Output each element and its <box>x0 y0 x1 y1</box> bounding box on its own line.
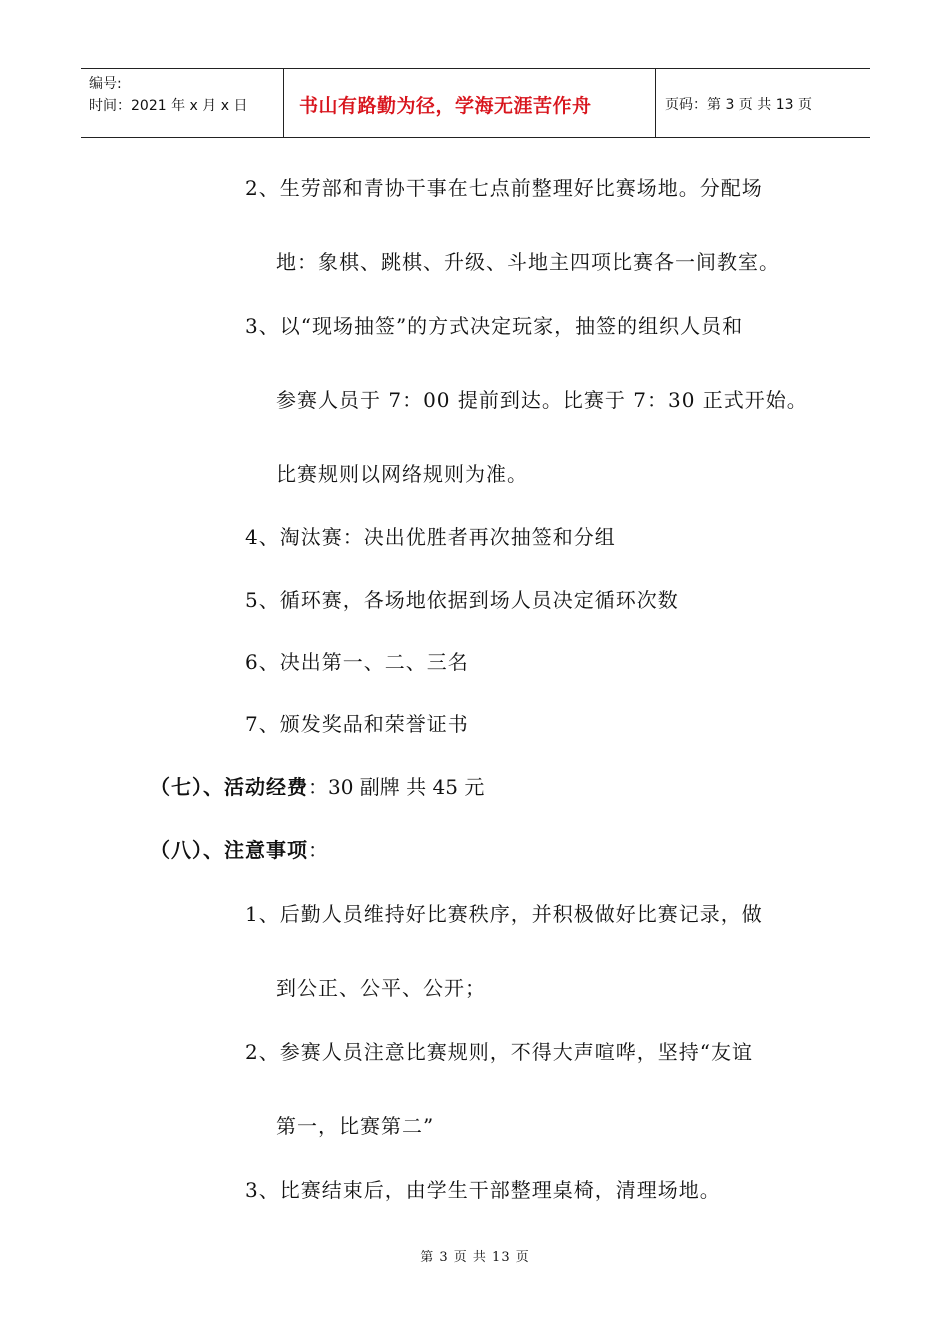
body-line: 7、颁发奖品和荣誉证书 <box>245 712 469 736</box>
body-line: 5、循环赛，各场地依据到场人员决定循环次数 <box>245 588 679 612</box>
body-line: 4、淘汰赛：决出优胜者再次抽签和分组 <box>245 525 616 549</box>
document-number-label: 编号: <box>89 76 122 92</box>
body-line: 2、参赛人员注意比赛规则，不得大声喧哗，坚持“友谊 <box>245 1040 753 1064</box>
header-page-info: 页码：第 3 页 共 13 页 <box>665 97 812 113</box>
header-motto: 书山有路勤为径，学海无涯苦作舟 <box>299 95 592 117</box>
body-line: 参赛人员于 7：00 提前到达。比赛于 7：30 正式开始。 <box>276 388 808 412</box>
page-footer: 第 3 页 共 13 页 <box>420 1250 530 1265</box>
section-heading-8 <box>150 834 328 863</box>
body-line: 3、以“现场抽签”的方式决定玩家，抽签的组织人员和 <box>245 314 744 338</box>
body-line: 比赛规则以网络规则为准。 <box>276 462 528 486</box>
header-divider <box>655 69 656 137</box>
section-heading-7 <box>150 771 484 800</box>
page-header <box>81 68 870 138</box>
body-line: 地：象棋、跳棋、升级、斗地主四项比赛各一间教室。 <box>276 250 780 274</box>
body-line: 3、比赛结束后，由学生干部整理桌椅，清理场地。 <box>245 1178 721 1202</box>
body-line: 第一，比赛第二” <box>276 1114 435 1138</box>
section-title: （八）、注意事项 <box>150 838 308 862</box>
body-line: 2、生劳部和青协干事在七点前整理好比赛场地。分配场 <box>245 176 763 200</box>
section-text: ：30 副牌 共 45 元 <box>308 775 485 799</box>
body-line: 到公正、公平、公开； <box>276 976 486 1000</box>
section-text: ： <box>308 838 328 862</box>
header-meta <box>89 73 247 117</box>
document-date: 时间：2021 年 x 月 x 日 <box>89 98 248 114</box>
header-divider <box>283 69 284 137</box>
section-title: （七）、活动经费 <box>150 775 308 799</box>
body-line: 6、决出第一、二、三名 <box>245 650 469 674</box>
body-line: 1、后勤人员维持好比赛秩序，并积极做好比赛记录，做 <box>245 902 763 926</box>
